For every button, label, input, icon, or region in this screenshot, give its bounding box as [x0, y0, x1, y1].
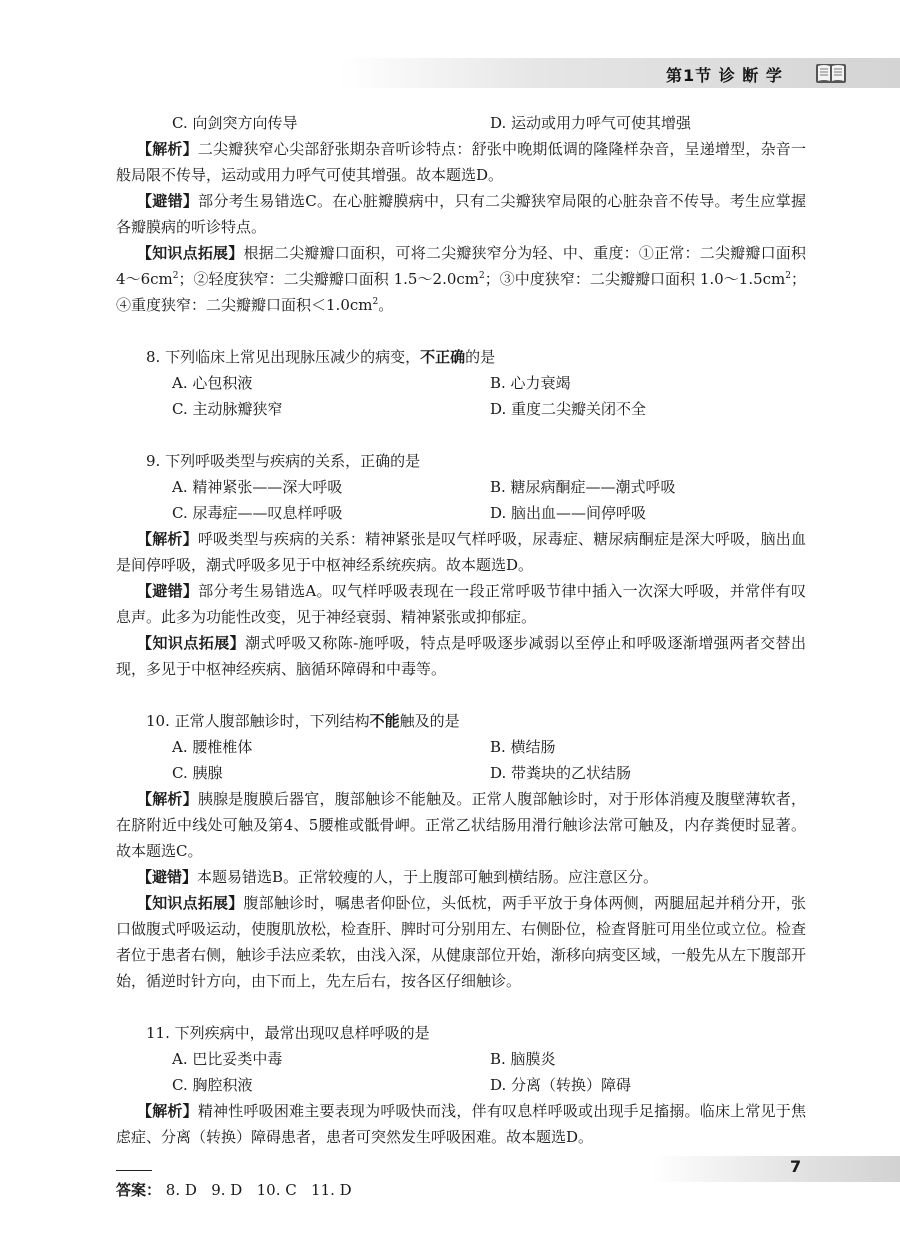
option-b: B. 糖尿病酮症——潮式呼吸 [490, 478, 676, 496]
q7-knowledge-extension: 【知识点拓展】根据二尖瓣瓣口面积，可将二尖瓣狭窄分为轻、中、重度：①正常：二尖瓣瓣口面积 $4\sim 6cm^2$；②轻度狭窄：二尖瓣瓣口面积 $1.5\sim 2.0cm^2$；③中度狭窄：二尖瓣瓣口面积 $1.0\sim 1.5cm^2$；④重度狭窄：二尖瓣瓣口面积$<1.0cm^2$。 [116, 244, 807, 314]
q9-knowledge-extension: 【知识点拓展】潮式呼吸又称陈-施呼吸，特点是呼吸逐步减弱以至停止和呼吸逐渐增强两者交替出现，多见于中枢神经疾病、脑循环障碍和中毒等。 [116, 634, 806, 678]
page-number: 7 [790, 1157, 802, 1176]
option-c: C. 胰腺 [172, 764, 223, 782]
q7-analysis: 【解析】二尖瓣狭窄心尖部舒张期杂音听诊特点：舒张中晚期低调的隆隆样杂音，呈递增型，杂音一般局限不传导，运动或用力呼气可使其增强。故本题选D。 [116, 140, 806, 184]
q7-avoid-error: 【避错】部分考生易错选C。在心脏瓣膜病中，只有二尖瓣狭窄局限的心脏杂音不传导。考生应掌握各瓣膜病的听诊特点。 [116, 192, 806, 236]
open-book-icon [815, 61, 847, 85]
option-c: C. 向剑突方向传导 [172, 114, 298, 132]
page-number-bar [650, 1156, 900, 1182]
page-content [116, 110, 806, 1203]
option-b: B. 心力衰竭 [490, 374, 571, 392]
q10-avoid-error: 【避错】本题易错选B。正常较瘦的人，于上腹部可触到横结肠。应注意区分。 [137, 868, 659, 886]
q10-analysis: 【解析】胰腺是腹膜后器官，腹部触诊不能触及。正常人腹部触诊时，对于形体消瘦及腹壁薄软者，在脐附近中线处可触及第4、5腰椎或骶骨岬。正常乙状结肠用滑行触诊法常可触及，内存粪便时显著。故本题选C。 [116, 790, 806, 860]
option-d: D. 脑出血——间停呼吸 [490, 504, 647, 522]
option-a: A. 精神紧张——深大呼吸 [172, 478, 343, 496]
q9-avoid-error: 【避错】部分考生易错选A。叹气样呼吸表现在一段正常呼吸节律中插入一次深大呼吸，并常伴有叹息声。此多为功能性改变，见于神经衰弱、精神紧张或抑郁症。 [116, 582, 806, 626]
q11-stem: 11. 下列疾病中，最常出现叹息样呼吸的是 [146, 1024, 430, 1042]
option-a: A. 腰椎椎体 [172, 738, 253, 756]
option-d: D. 带粪块的乙状结肠 [490, 764, 632, 782]
option-c: C. 主动脉瓣狭窄 [172, 400, 283, 418]
answer-divider [116, 1170, 152, 1171]
q8-stem: 8. 下列临床上常见出现脉压减少的病变，不正确的是 [146, 348, 496, 366]
answer-label: 答案： [116, 1181, 162, 1199]
q9-analysis: 【解析】呼吸类型与疾病的关系：精神紧张是叹气样呼吸，尿毒症、糖尿病酮症是深大呼吸，脑出血是间停呼吸，潮式呼吸多见于中枢神经系统疾病。故本题选D。 [116, 530, 806, 574]
q10-stem: 10. 正常人腹部触诊时，下列结构不能触及的是 [146, 712, 460, 730]
q10-options [116, 734, 806, 786]
option-b: B. 横结肠 [490, 738, 556, 756]
option-d: D. 运动或用力呼气可使其增强 [490, 114, 692, 132]
q7-options [116, 110, 806, 136]
q8-options [116, 370, 806, 422]
section-title: 第1节 诊 断 学 [666, 66, 783, 85]
option-a: A. 巴比妥类中毒 [172, 1050, 283, 1068]
option-b: B. 脑膜炎 [490, 1050, 556, 1068]
q11-options [116, 1046, 806, 1098]
option-c: C. 胸腔积液 [172, 1076, 253, 1094]
option-a: A. 心包积液 [172, 374, 253, 392]
q9-options [116, 474, 806, 526]
option-c: C. 尿毒症——叹息样呼吸 [172, 504, 343, 522]
q11-analysis: 【解析】精神性呼吸困难主要表现为呼吸快而浅，伴有叹息样呼吸或出现手足搐搦。临床上常见于焦虑症、分离（转换）障碍患者，患者可突然发生呼吸困难。故本题选D。 [116, 1102, 806, 1146]
q10-knowledge-extension: 【知识点拓展】腹部触诊时，嘱患者仰卧位，头低枕，两手平放于身体两侧，两腿屈起并稍分开，张口做腹式呼吸运动，使腹肌放松，检查肝、脾时可分别用左、右侧卧位，检查肾脏可用坐位或立位。检查者位于患者右侧，触诊手法应柔软，由浅入深，从健康部位开始，渐移向病变区域，一般先从左下腹部开始，循逆时针方向，由下而上，先左后右，按各区仔细触诊。 [116, 894, 807, 990]
option-d: D. 分离（转换）障碍 [490, 1076, 632, 1094]
q9-stem: 9. 下列呼吸类型与疾病的关系，正确的是 [146, 452, 421, 470]
option-d: D. 重度二尖瓣关闭不全 [490, 400, 647, 418]
answer-values: 8. D 9. D 10. C 11. D [165, 1181, 352, 1199]
